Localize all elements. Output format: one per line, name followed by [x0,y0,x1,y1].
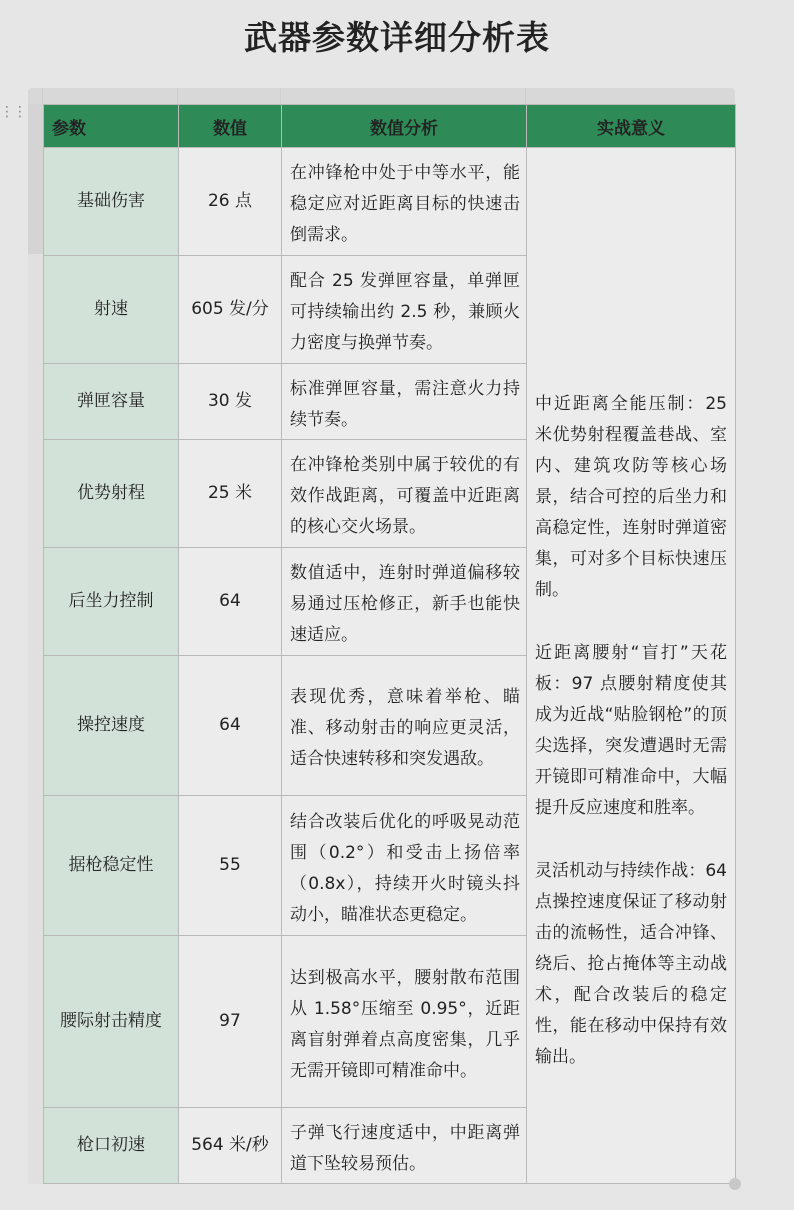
row-handle-strip[interactable] [28,104,43,254]
cell-param[interactable]: 射速 [44,256,179,364]
column-handle-param[interactable] [43,88,178,104]
cell-analysis[interactable]: 在冲锋枪中处于中等水平，能稳定应对近距离目标的快速击倒需求。 [282,148,527,256]
page-title: 武器参数详细分析表 [244,18,550,57]
cell-param[interactable]: 枪口初速 [44,1108,179,1184]
header-value: 数值 [179,105,282,148]
header-param: 参数 [44,105,179,148]
header-analysis: 数值分析 [282,105,527,148]
cell-analysis[interactable]: 配合 25 发弹匣容量，单弹匣可持续输出约 2.5 秒，兼顾火力密度与换弹节奏。 [282,256,527,364]
cell-analysis[interactable]: 标准弹匣容量，需注意火力持续节奏。 [282,364,527,440]
cell-param[interactable]: 优势射程 [44,440,179,548]
cell-param[interactable]: 操控速度 [44,656,179,796]
cell-param[interactable]: 据枪稳定性 [44,796,179,936]
row-handle-strip-lower[interactable] [28,254,43,1184]
column-handle-value[interactable] [178,88,281,104]
header-meaning: 实战意义 [527,105,736,148]
meaning-paragraph: 中近距离全能压制：25 米优势射程覆盖巷战、室内、建筑攻防等核心场景，结合可控的后坐力和高稳定性，连射时弹道密集，可对多个目标快速压制。 [535,393,727,600]
cell-value[interactable]: 64 [179,548,282,656]
weapon-params-table [43,104,736,1184]
cell-value[interactable]: 26 点 [179,148,282,256]
cell-param[interactable]: 弹匣容量 [44,364,179,440]
cell-param[interactable]: 腰际射击精度 [44,936,179,1108]
cell-param[interactable]: 后坐力控制 [44,548,179,656]
cell-analysis[interactable]: 子弹飞行速度适中，中距离弹道下坠较易预估。 [282,1108,527,1184]
cell-analysis[interactable]: 表现优秀，意味着举枪、瞄准、移动射击的响应更灵活，适合快速转移和突发遇敌。 [282,656,527,796]
meaning-paragraph: 近距离腰射“盲打”天花板：97 点腰射精度使其成为近战“贴脸钢枪”的顶尖选择，突发遭遇时无需开镜即可精准命中，大幅提升反应速度和胜率。 [535,642,727,818]
corner-handle[interactable] [28,88,43,104]
cell-meaning[interactable] [527,148,736,1184]
column-handle-analysis[interactable] [281,88,526,104]
table-row [44,148,736,256]
cell-value[interactable]: 605 发/分 [179,256,282,364]
cell-analysis[interactable]: 结合改装后优化的呼吸晃动范围（0.2°）和受击上扬倍率（0.8x），持续开火时镜头抖动小，瞄准状态更稳定。 [282,796,527,936]
cell-param[interactable]: 基础伤害 [44,148,179,256]
cell-analysis[interactable]: 在冲锋枪类别中属于较优的有效作战距离，可覆盖中近距离的核心交火场景。 [282,440,527,548]
cell-value[interactable]: 25 米 [179,440,282,548]
cell-analysis[interactable]: 达到极高水平，腰射散布范围从 1.58°压缩至 0.95°，近距离盲射弹着点高度密集，几乎无需开镜即可精准命中。 [282,936,527,1108]
drag-handle-icon[interactable]: ⋮⋮ [0,104,26,120]
cell-value[interactable]: 564 米/秒 [179,1108,282,1184]
cell-analysis[interactable]: 数值适中，连射时弹道偏移较易通过压枪修正，新手也能快速适应。 [282,548,527,656]
resize-handle-icon[interactable] [729,1178,741,1190]
cell-value[interactable]: 55 [179,796,282,936]
column-handle-strip[interactable] [28,88,735,104]
cell-value[interactable]: 97 [179,936,282,1108]
cell-value[interactable]: 30 发 [179,364,282,440]
column-handle-meaning[interactable] [526,88,735,104]
cell-value[interactable]: 64 [179,656,282,796]
table-header-row [44,105,736,148]
meaning-paragraph: 灵活机动与持续作战：64 点操控速度保证了移动射击的流畅性，适合冲锋、绕后、抢占掩体等主动战术，配合改装后的稳定性，能在移动中保持有效输出。 [535,860,727,1067]
